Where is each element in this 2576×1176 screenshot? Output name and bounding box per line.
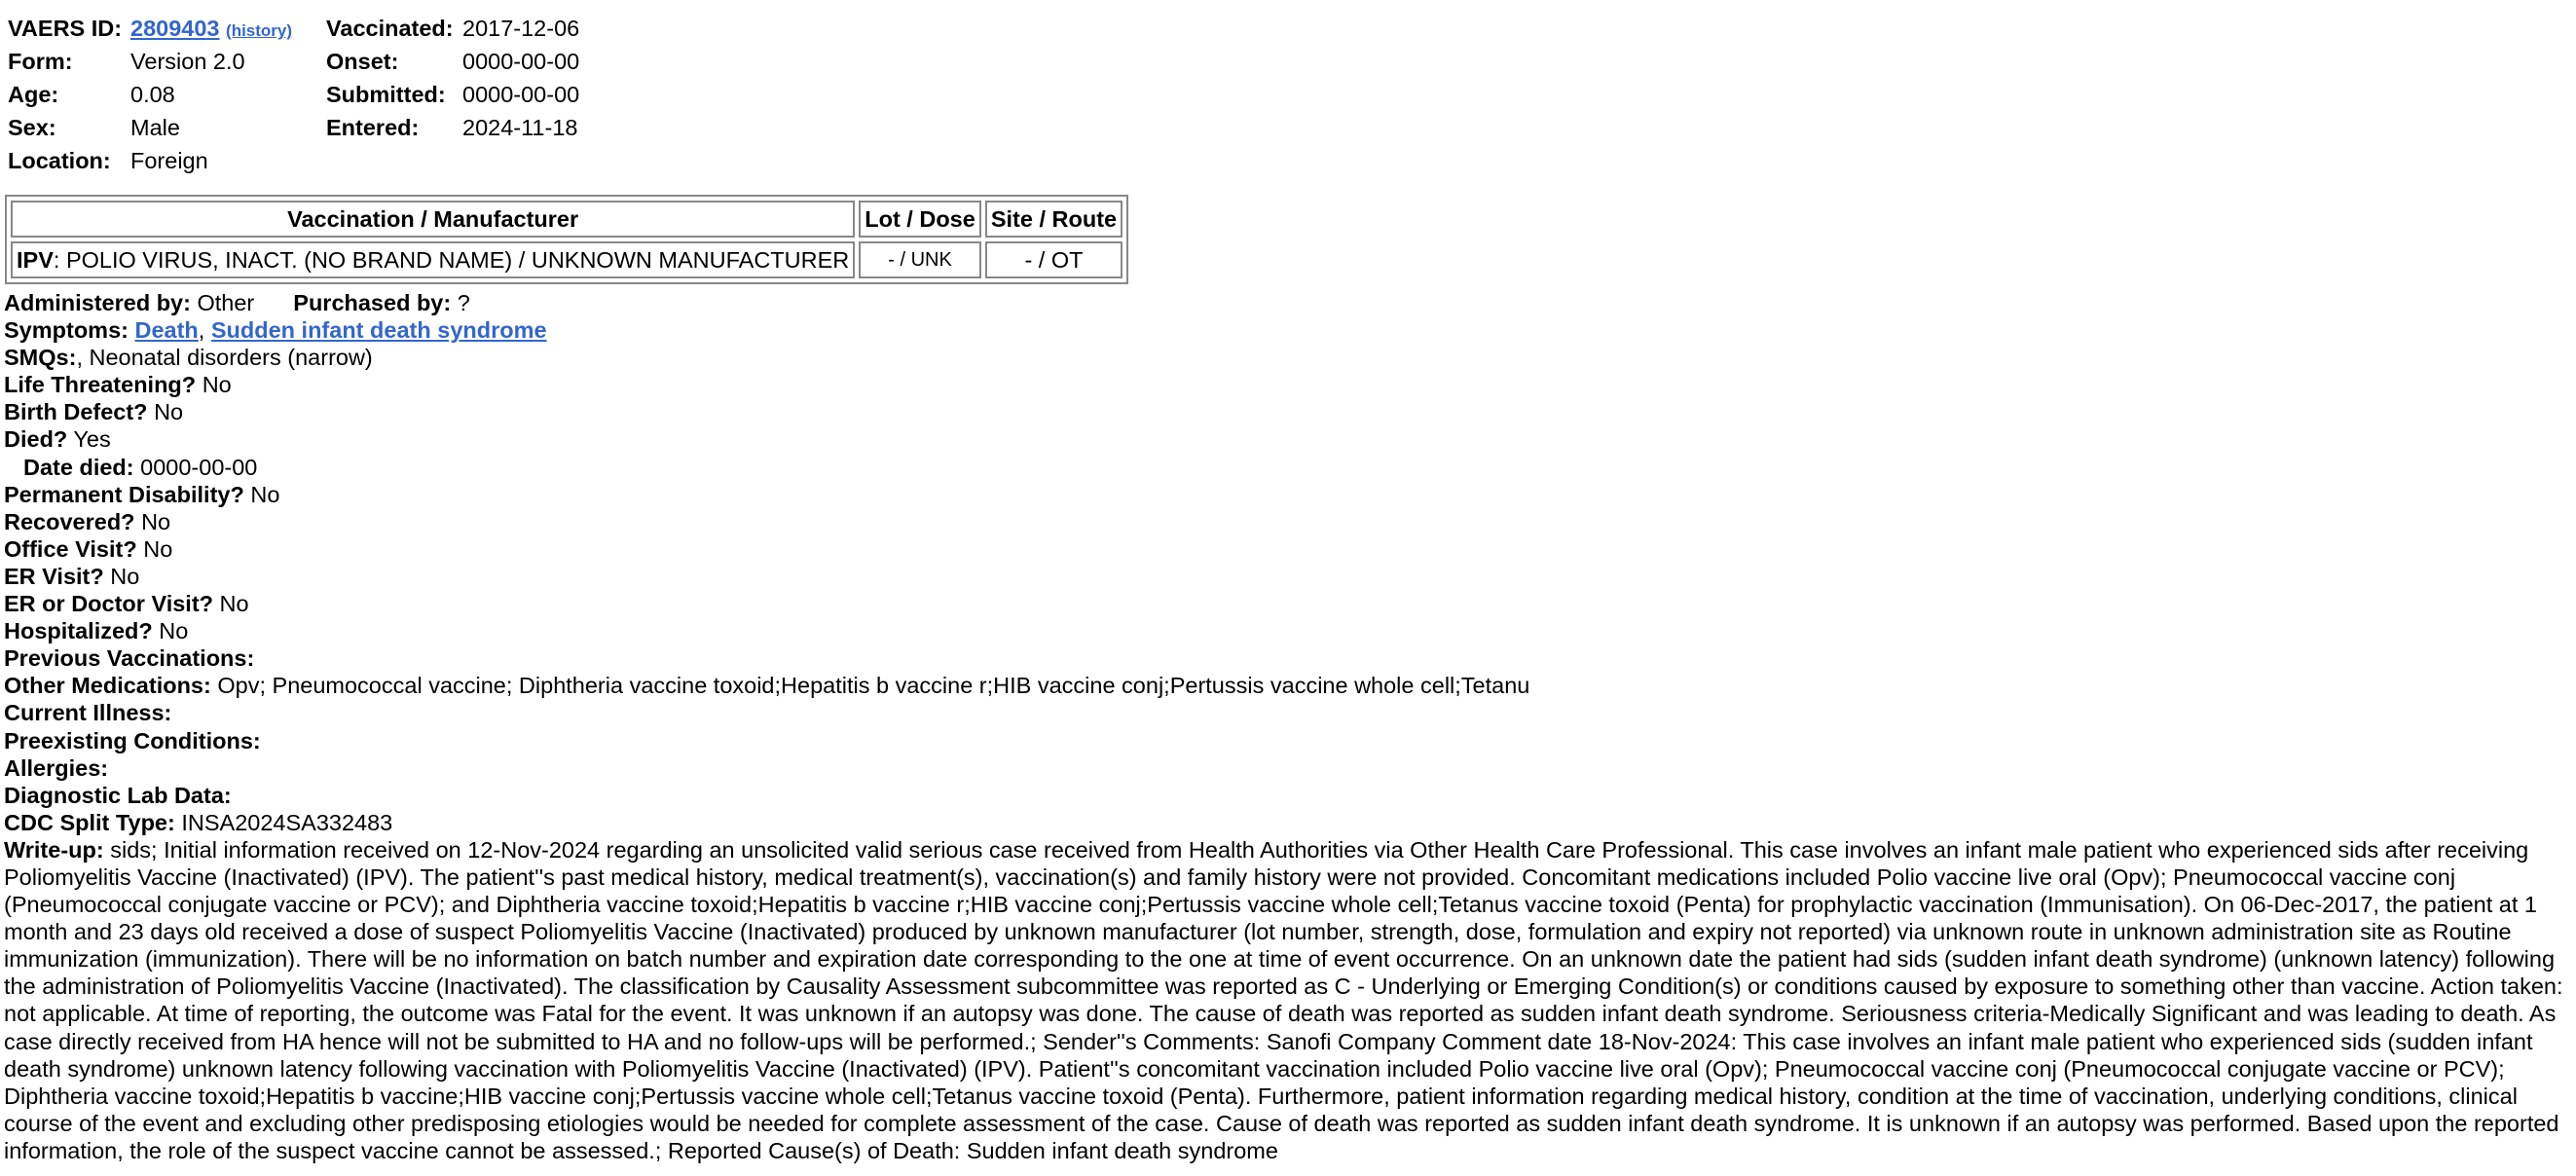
administered-label: Administered by:	[4, 290, 191, 315]
column-header-lot-dose: Lot / Dose	[859, 201, 981, 238]
age-row	[8, 80, 292, 113]
symptom-link-sids[interactable]: Sudden infant death syndrome	[210, 317, 547, 344]
purchased-value: ?	[457, 290, 470, 315]
vaccinated-label: Vaccinated:	[326, 16, 454, 41]
report-header-left	[8, 14, 292, 179]
form-value: Version 2.0	[130, 49, 245, 74]
onset-label: Onset:	[326, 49, 399, 74]
vaccinated-row	[326, 14, 579, 47]
died-row	[4, 425, 2566, 453]
onset-value: 0000-00-00	[462, 49, 580, 74]
vaccine-type: IPV	[17, 247, 54, 273]
smqs-label: SMQs:	[4, 345, 77, 371]
writeup-label: Write-up:	[4, 836, 104, 863]
other-medications-label: Other Medications:	[4, 673, 211, 699]
onset-row	[326, 47, 579, 80]
office-visit-value: No	[143, 535, 173, 562]
diagnostic-lab-row	[4, 782, 2566, 809]
hospitalized-value: No	[159, 618, 189, 644]
permanent-disability-label: Permanent Disability?	[4, 481, 244, 507]
hospitalized-label: Hospitalized?	[4, 618, 153, 644]
date-died-value: 0000-00-00	[140, 454, 258, 480]
symptoms-label: Symptoms:	[4, 317, 129, 344]
symptom-link-death[interactable]: Death	[134, 317, 199, 344]
birth-defect-label: Birth Defect?	[4, 399, 148, 425]
age-label: Age:	[8, 82, 59, 107]
site-route-cell: - / OT	[985, 241, 1122, 278]
history-link[interactable]: (history)	[226, 21, 293, 40]
current-illness-label: Current Illness:	[4, 700, 172, 726]
current-illness-row	[4, 699, 2566, 726]
form-label: Form:	[8, 49, 73, 74]
diagnostic-lab-label: Diagnostic Lab Data:	[4, 782, 232, 808]
submitted-value: 0000-00-00	[462, 82, 580, 107]
other-medications-value: Opv; Pneumococcal vaccine; Diphtheria vaccine toxoid;Hepatitis b vaccine r;HIB vaccine conj;Pertussis vaccine whole cell;Tetanu	[217, 673, 1530, 699]
report-header-right	[326, 14, 579, 146]
report-details	[4, 289, 2566, 1164]
entered-value: 2024-11-18	[462, 115, 578, 140]
date-died-row	[4, 454, 2566, 481]
entered-label: Entered:	[326, 115, 420, 140]
location-row	[8, 146, 292, 179]
symptom-separator: ,	[198, 317, 205, 344]
smqs-row	[4, 344, 2566, 371]
birth-defect-value: No	[154, 399, 184, 425]
age-value: 0.08	[130, 82, 175, 107]
allergies-label: Allergies:	[4, 754, 109, 781]
recovered-label: Recovered?	[4, 508, 135, 534]
permanent-disability-row	[4, 481, 2566, 508]
location-value: Foreign	[130, 148, 208, 173]
er-doctor-visit-row	[4, 590, 2566, 617]
date-died-label: Date died:	[23, 454, 134, 480]
form-row	[8, 47, 292, 80]
smqs-value: , Neonatal disorders (narrow)	[76, 345, 373, 371]
er-visit-row	[4, 563, 2566, 590]
vaccine-cell	[11, 241, 855, 278]
writeup-paragraph	[4, 836, 2566, 1164]
vaers-id-label: VAERS ID:	[8, 16, 123, 41]
writeup-text: sids; Initial information received on 12-Nov-2024 regarding an unsolicited valid serious case received from Health Authorities via Other Health Care Professional. This case involves an infant male patient who experienced sids after receiving Poliomyelitis Vaccine (Inactivated) (IPV). The patient''s past medical history, medical treatment(s), vaccination(s) and family history were not provided. Concomitant medications included Polio vaccine live oral (Opv); Pneumococcal vaccine conj (Pneumococcal conjugate vaccine or PCV); and Diphtheria vaccine toxoid;Hepatitis b vaccine r;HIB vaccine conj;Pertussis vaccine whole cell;Tetanus vaccine toxoid (Penta) for prophylactic vaccination (Immunisation). On 06-Dec-2017, the patient at 1 month and 23 days old received a dose of suspect Poliomyelitis Vaccine (Inactivated) produced by unknown manufacturer (lot number, strength, dose, formulation and expiry not reported) via unknown route in unknown administration site as Routine immunization (immunization). There will be no information on batch number and expiration date corresponding to the one at time of event occurrence. On an unknown date the patient had sids (sudden infant death syndrome) (unknown latency) following the administration of Poliomyelitis Vaccine (Inactivated). The classification by Causality Assessment subcommittee was reported as C - Underlying or Emerging Condition(s) or conditions caused by exposure to something other than vaccine. Action taken: not applicable. At time of reporting, the outcome was Fatal for the event. It was unknown if an autopsy was done. The cause of death was reported as sudden infant death syndrome. Seriousness criteria-Medically Significant and was leading to death. As case directly received from HA hence will not be submitted to HA and no follow-ups will be performed.; Sender''s Comments: Sanofi Company Comment date 18-Nov-2024: This case involves an infant male patient who experienced sids (sudden infant death syndrome) unknown latency following vaccination with Poliomyelitis Vaccine (Inactivated) (IPV). Patient''s concomitant vaccination included Polio vaccine live oral (Opv); Pneumococcal vaccine conj (Pneumococcal conjugate vaccine or PCV); Diphtheria vaccine toxoid;Hepatitis b vaccine;HIB vaccine conj;Pertussis vaccine whole cell;Tetanus vaccine toxoid (Penta). Furthermore, patient information regarding medical history, condition at the time of vaccination, underlying conditions, clinical course of the event and excluding other predisposing etiologies would be needed for complete assessment of the case. Cause of death was reported as sudden infant death syndrome. It is unknown if an autopsy was performed. Based upon the reported information, the role of the suspect vaccine cannot be assessed.; Reported Cause(s) of Death: Sudden infant death syndrome	[4, 836, 2563, 1163]
symptoms-row	[4, 316, 2566, 344]
permanent-disability-value: No	[250, 481, 280, 507]
sex-value: Male	[130, 115, 180, 140]
table-row	[11, 241, 1122, 278]
cdc-split-type-label: CDC Split Type:	[4, 809, 175, 835]
office-visit-label: Office Visit?	[4, 535, 137, 562]
hospitalized-row	[4, 617, 2566, 644]
recovered-row	[4, 508, 2566, 535]
lot-dose-cell: - / UNK	[859, 241, 981, 278]
submitted-label: Submitted:	[326, 82, 446, 107]
life-threatening-label: Life Threatening?	[4, 372, 197, 398]
vaccine-description: : POLIO VIRUS, INACT. (NO BRAND NAME) / UNKNOWN MANUFACTURER	[53, 247, 850, 273]
purchased-label: Purchased by:	[293, 290, 452, 315]
vaccine-table	[5, 195, 1128, 284]
submitted-row	[326, 80, 579, 113]
allergies-row	[4, 754, 2566, 782]
died-value: Yes	[73, 426, 111, 453]
administered-value: Other	[197, 290, 255, 315]
life-threatening-row	[4, 371, 2566, 398]
column-header-vaccination: Vaccination / Manufacturer	[11, 201, 855, 238]
entered-row	[326, 113, 579, 146]
vaccine-table-header	[11, 201, 1122, 238]
sex-row	[8, 113, 292, 146]
recovered-value: No	[141, 508, 171, 534]
cdc-split-type-row	[4, 809, 2566, 836]
life-threatening-value: No	[202, 372, 232, 398]
cdc-split-type-value: INSA2024SA332483	[181, 809, 393, 835]
birth-defect-row	[4, 398, 2566, 425]
er-visit-label: ER Visit?	[4, 563, 104, 589]
er-visit-value: No	[110, 563, 140, 589]
other-medications-row	[4, 672, 2566, 699]
vaccinated-value: 2017-12-06	[462, 16, 580, 41]
administered-row	[4, 289, 2566, 316]
vaers-id-link[interactable]: 2809403	[130, 16, 220, 41]
previous-vaccinations-row	[4, 644, 2566, 672]
previous-vaccinations-label: Previous Vaccinations:	[4, 645, 255, 672]
sex-label: Sex:	[8, 115, 56, 140]
er-doctor-visit-value: No	[219, 591, 249, 617]
office-visit-row	[4, 535, 2566, 563]
preexisting-conditions-label: Preexisting Conditions:	[4, 727, 261, 753]
column-header-site-route: Site / Route	[985, 201, 1122, 238]
er-doctor-visit-label: ER or Doctor Visit?	[4, 591, 214, 617]
location-label: Location:	[8, 148, 111, 173]
died-label: Died?	[4, 426, 68, 453]
preexisting-conditions-row	[4, 727, 2566, 754]
vaers-id-row	[8, 14, 292, 47]
